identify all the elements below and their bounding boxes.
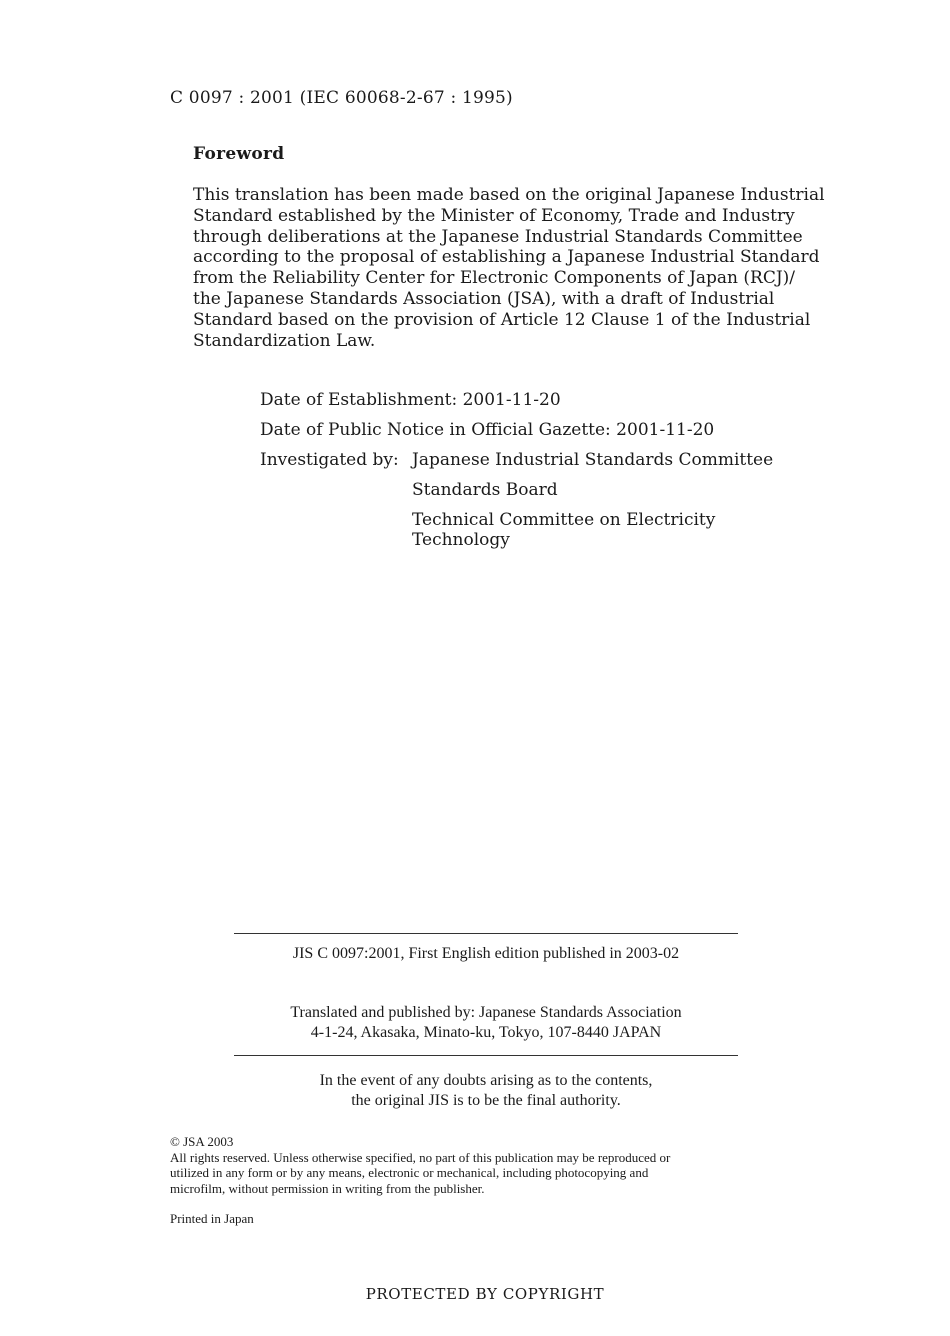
foreword-line: according to the proposal of establishing a Japanese Industrial Standard [193, 247, 820, 268]
rights-line: microfilm, without permission in writing from the publisher. [170, 1180, 485, 1196]
copyright-footer-mark: PROTECTED BY COPYRIGHT [365, 1285, 605, 1303]
investigated-by-label: Investigated by: [260, 450, 399, 470]
foreword-line: from the Reliability Center for Electronic Components of Japan (RCJ)/ [193, 268, 796, 289]
top-divider [234, 933, 738, 934]
foreword-line: Standard established by the Minister of Economy, Trade and Industry [193, 205, 795, 226]
establishment-date: Date of Establishment: 2001-11-20 [260, 390, 561, 410]
foreword-line: through deliberations at the Japanese Industrial Standards Committee [193, 226, 803, 247]
document-reference: C 0097 : 2001 (IEC 60068-2-67 : 1995) [170, 88, 513, 108]
investigator-technical-committee-cont: Technology [412, 530, 510, 550]
edition-statement: JIS C 0097:2001, First English edition published in 2003-02 [292, 945, 680, 962]
printed-in: Printed in Japan [170, 1211, 254, 1226]
foreword-heading: Foreword [193, 144, 285, 164]
foreword-paragraph [193, 185, 825, 351]
foreword-line: the Japanese Standards Association (JSA), with a draft of Industrial [193, 288, 775, 309]
investigator-committee: Japanese Industrial Standards Committee [412, 450, 774, 470]
rights-line: utilized in any form or by any means, electronic or mechanical, including photocopying and [170, 1165, 649, 1180]
public-notice-date: Date of Public Notice in Official Gazette: 2001-11-20 [260, 420, 715, 440]
foreword-line: Standardization Law. [193, 330, 376, 351]
authority-statement-line1: In the event of any doubts arising as to the contents, [319, 1072, 653, 1089]
foreword-line: This translation has been made based on the original Japanese Industrial [193, 185, 825, 205]
authority-statement-line2: the original JIS is to be the final authority. [351, 1092, 621, 1109]
foreword-line: Standard based on the provision of Article 12 Clause 1 of the Industrial [193, 309, 811, 330]
publisher-line: Translated and published by: Japanese Standards Association [290, 1004, 682, 1021]
investigator-technical-committee: Technical Committee on Electricity [412, 510, 716, 530]
copyright-block [170, 1134, 802, 1196]
bottom-divider [234, 1055, 738, 1056]
rights-line: All rights reserved. Unless otherwise specified, no part of this publication may be reproduced or [170, 1149, 671, 1165]
publisher-address: 4-1-24, Akasaka, Minato-ku, Tokyo, 107-8440 JAPAN [310, 1024, 662, 1041]
investigator-board: Standards Board [412, 480, 558, 500]
copyright-notice: © JSA 2003 [170, 1134, 234, 1149]
